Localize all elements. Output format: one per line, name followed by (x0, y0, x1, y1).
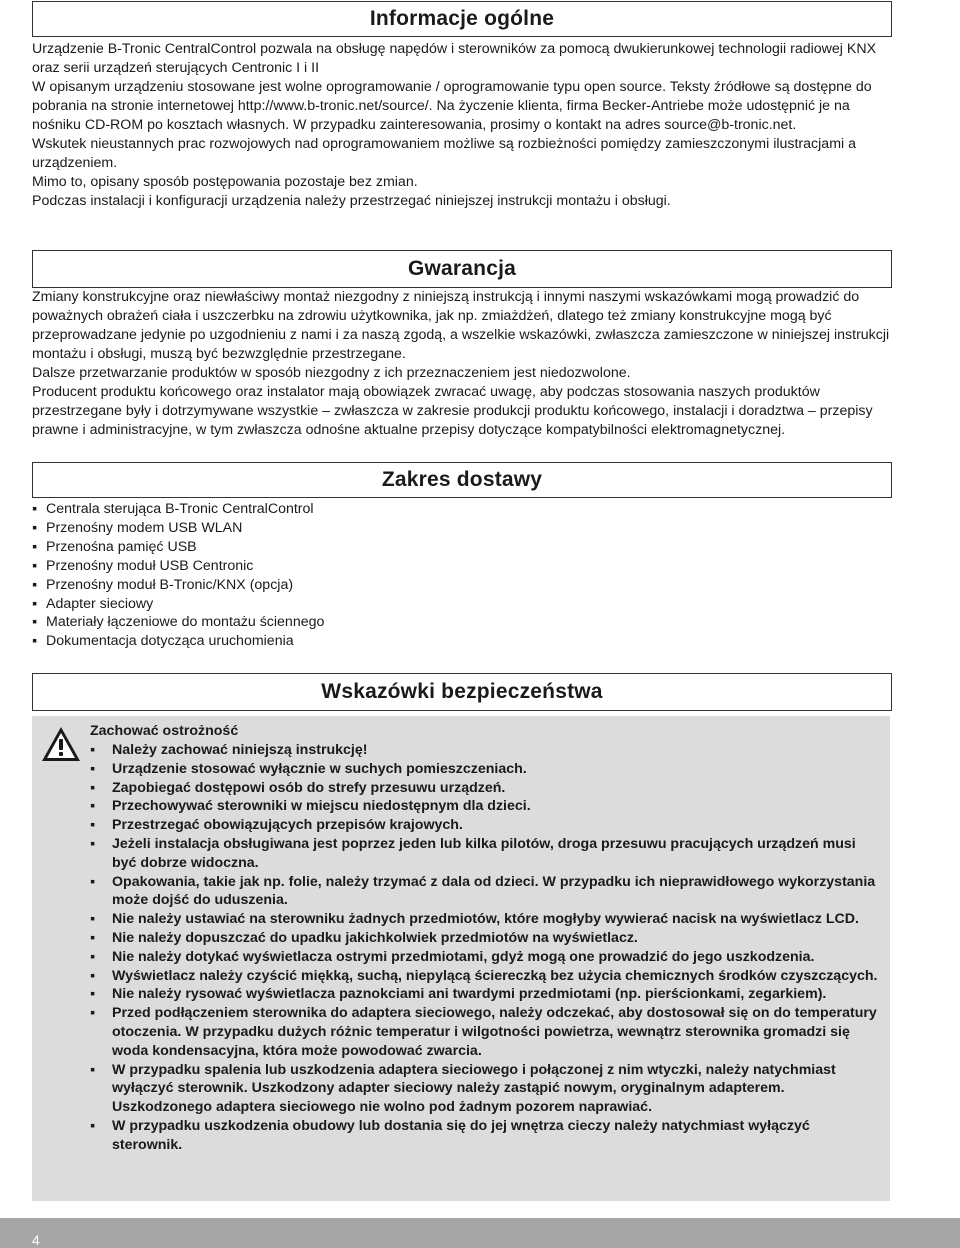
bullet: ▪ (32, 595, 38, 612)
paragraph: Urządzenie B-Tronic CentralControl pozwala na obsługę napędów i sterowników za pomocą dwukierunkowej technologii radiowej KNX oraz serii urządzeń sterujących Centronic I i II (32, 41, 877, 76)
list-item-text: Zapobiegać dostępowi osób do strefy przesuwu urządzeń. (112, 779, 506, 796)
safety-list (90, 741, 882, 1155)
list-item-text: Nie należy ustawiać na sterowniku żadnych przedmiotów, które mogłyby wywierać nacisk na wyświetlacz LCD. (112, 911, 859, 928)
section-title-box (32, 250, 892, 288)
bullet: ▪ (32, 519, 38, 536)
bullet: ▪ (90, 1005, 96, 1022)
list-item-text: W przypadku spalenia lub uszkodzenia adaptera sieciowego i połączonej z nim wtyczki, należy natychmiast wyłączyć sterownik. Uszkodzony adapter sieciowy należy zastąpić nowym, oryginalnym adapterem. Uszkodzonego adaptera sieciowego nie wolno pod żadnym pozorem naprawiać. (112, 1061, 836, 1116)
bullet: ▪ (90, 1117, 96, 1134)
bullet: ▪ (32, 614, 38, 631)
list-item (90, 967, 882, 986)
bullet: ▪ (32, 538, 38, 555)
list-item (90, 760, 882, 779)
list-item-text: Jeżeli instalacja obsługiwana jest poprzez jeden lub kilka pilotów, droga przesuwu pracujących urządzeń musi być dobrze widoczna. (112, 835, 856, 871)
list-item (32, 500, 892, 519)
list-item (90, 948, 882, 967)
section-delivery (32, 462, 892, 651)
list-item-text: Przenośny modem USB WLAN (46, 519, 243, 536)
section-safety (32, 673, 892, 1153)
safety-panel (32, 716, 890, 1201)
list-item-text: Przenośny moduł USB Centronic (46, 557, 254, 574)
paragraph: Zmiany konstrukcyjne oraz niewłaściwy montaż niezgodny z niniejszą instrukcją i innymi naszymi wskazówkami mogą prowadzić do poważnych obrażeń ciała i uszczerbku na zdrowiu użytkownika, jak np. zmiażdżeń, dlatego też zmiany konstrukcyjne mogą być przeprowadzane jedynie po uzgodnieniu z nami i za naszą zgodą, a wszelkie wskazówki, zwłaszcza zamieszczone w niniejszej instrukcji montażu i obsługi, muszą być bezwzględnie przestrzegane. (32, 289, 890, 362)
section-warranty (32, 250, 892, 440)
bullet: ▪ (90, 873, 96, 890)
section-body (32, 288, 892, 440)
list-item (90, 835, 882, 873)
warning-triangle-icon (40, 725, 82, 763)
section-title: Informacje ogólne (369, 7, 555, 30)
list-item (32, 519, 892, 538)
list-item (32, 632, 892, 651)
bullet: ▪ (32, 501, 38, 517)
list-item (90, 910, 882, 929)
list-item-text: Opakowania, takie jak np. folie, należy trzymać z dala od dzieci. W przypadku ich nieprawidłowego wykorzystania może dojść do uduszenia. (112, 873, 876, 909)
bullet: ▪ (90, 911, 96, 928)
list-item-text: Nie należy dopuszczać do upadku jakichkolwiek przedmiotów na wyświetlacz. (112, 929, 638, 946)
section-title: Zakres dostawy (381, 468, 543, 491)
safety-heading: Zachować ostrożność (90, 723, 239, 739)
bullet: ▪ (90, 835, 96, 852)
list-item (32, 557, 892, 576)
list-item (32, 613, 892, 632)
delivery-list (32, 500, 892, 651)
bullet: ▪ (32, 576, 38, 593)
list-item (90, 1061, 882, 1117)
bullet: ▪ (90, 817, 96, 834)
list-item-text: Dokumentacja dotycząca uruchomienia (46, 633, 294, 650)
list-item-text: Materiały łączeniowe do montażu ściennego (46, 614, 325, 631)
paragraph: Producent produktu końcowego oraz instalator mają obowiązek zwracać uwagę, aby podczas stosowania naszych produktów przestrzegane były i dotrzymywane wszystkie – zwłaszcza w zakresie produkcji produktu końcowego, instalacji i doradztwa – przepisy prawne i administracyjne, w tym zwłaszcza odnośne aktualne przepisy dotyczące kompatybilności elektromagnetycznej. (32, 384, 873, 438)
bullet: ▪ (90, 948, 96, 965)
bullet: ▪ (90, 967, 96, 984)
list-item (90, 779, 882, 798)
list-item-text: Wyświetlacz należy czyścić miękką, suchą, niepylącą ściereczką bez użycia chemicznych środków czyszczących. (112, 967, 878, 984)
list-item-text: Centrala sterująca B-Tronic CentralControl (46, 501, 314, 517)
list-item-text: Przed podłączeniem sterownika do adaptera sieciowego, należy odczekać, aby dostosował się on do temperatury otoczenia. W przypadku dużych różnic temperatur i wilgotności powietrza, wewnątrz sterownika gromadzi się woda kondensacyjna, która może powodować zwarcia. (112, 1005, 877, 1059)
list-item-text: W przypadku uszkodzenia obudowy lub dostania się do jej wnętrza cieczy należy natychmiast wyłączyć sterownik. (112, 1117, 810, 1153)
list-item-text: Przechowywać sterowniki w miejscu niedostępnym dla dzieci. (112, 798, 531, 815)
list-item-text: Nie należy dotykać wyświetlacza ostrymi przedmiotami, gdyż mogą one prowadzić do jego uszkodzenia. (112, 948, 815, 965)
list-item (90, 1004, 882, 1060)
bullet: ▪ (90, 742, 96, 758)
paragraph: W opisanym urządzeniu stosowane jest wolne oprogramowanie / oprogramowanie typu open source. Teksty źródłowe są dostępne do pobrania na stronie internetowej http://www.b-tronic.net/source/. Na życzenie klienta, firma Becker-Antriebe może udostępnić je na nośniku CD-ROM po kosztach własnych. W przypadku zainteresowania, prosimy o kontakt na adres source@b-tronic.net. (32, 79, 872, 133)
list-item (90, 873, 882, 911)
list-item-text: Przenośny moduł B-Tronic/KNX (opcja) (46, 576, 294, 593)
paragraph: Wskutek nieustannych prac rozwojowych nad oprogramowaniem możliwe są rozbieżności pomiędzy zamieszczonymi ilustracjami a urządzeniem. (32, 136, 856, 171)
list-item (90, 797, 882, 816)
bullet: ▪ (90, 986, 96, 1003)
list-item (90, 741, 882, 760)
footer-bar (0, 1218, 960, 1248)
bullet: ▪ (90, 779, 96, 796)
bullet: ▪ (32, 633, 38, 650)
page-number: 4 (32, 1232, 40, 1248)
list-item (90, 1117, 882, 1155)
list-item-text: Nie należy rysować wyświetlacza paznokciami ani twardymi przedmiotami (np. pierścionkami, zegarkiem). (112, 986, 827, 1003)
list-item (90, 816, 882, 835)
bullet: ▪ (32, 557, 38, 574)
section-body (32, 40, 892, 211)
list-item-text: Adapter sieciowy (46, 595, 154, 612)
bullet: ▪ (90, 1061, 96, 1078)
list-item-text: Przestrzegać obowiązujących przepisów krajowych. (112, 817, 463, 834)
list-item (32, 538, 892, 557)
list-item (32, 595, 892, 614)
paragraph: Podczas instalacji i konfiguracji urządzenia należy przestrzegać niniejszej instrukcji montażu i obsługi. (32, 193, 671, 209)
bullet: ▪ (90, 929, 96, 946)
safety-content (90, 722, 882, 1155)
section-title-box (32, 1, 892, 37)
bullet: ▪ (90, 798, 96, 815)
section-title: Wskazówki bezpieczeństwa (321, 680, 603, 703)
list-item-text: Należy zachować niniejszą instrukcję! (112, 742, 368, 758)
list-item (32, 576, 892, 595)
list-item-text: Urządzenie stosować wyłącznie w suchych pomieszczeniach. (112, 760, 527, 777)
section-title-box (32, 462, 892, 498)
list-item (90, 985, 882, 1004)
section-title-box (32, 673, 892, 711)
paragraph: Mimo to, opisany sposób postępowania pozostaje bez zmian. (32, 174, 418, 190)
list-item-text: Przenośna pamięć USB (46, 538, 197, 555)
section-title: Gwarancja (407, 257, 517, 280)
list-item (90, 929, 882, 948)
section-general (32, 1, 892, 211)
bullet: ▪ (90, 760, 96, 777)
paragraph: Dalsze przetwarzanie produktów w sposób niezgodny z ich przeznaczeniem jest niedozwolone. (32, 365, 631, 381)
